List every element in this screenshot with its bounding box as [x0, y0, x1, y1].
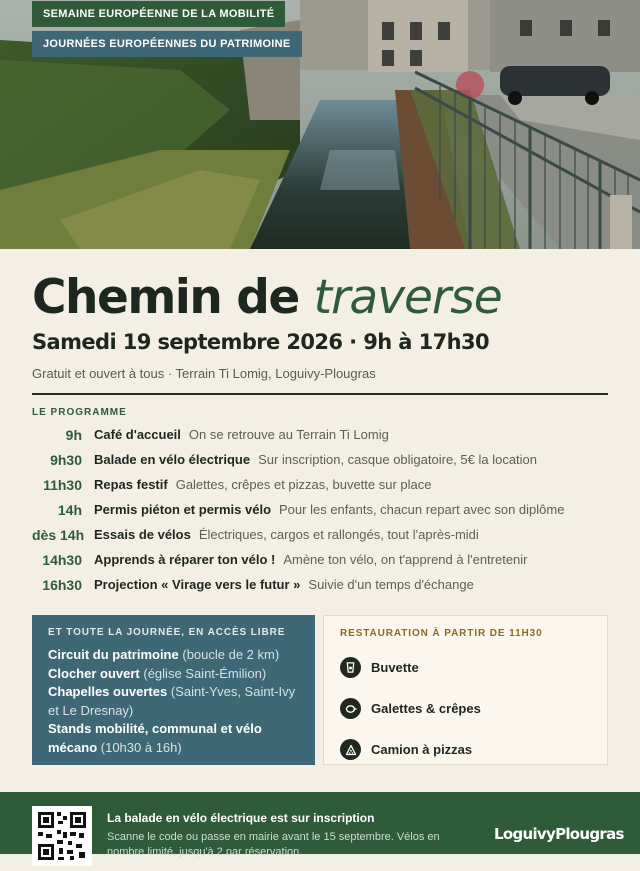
tag-mobility-week: SEMAINE EUROPÉENNE DE LA MOBILITÉ — [32, 1, 285, 27]
tag-heritage-days: JOURNÉES EUROPÉENNES DU PATRIMOINE — [32, 31, 302, 57]
programme-name: Café d'accueil — [94, 427, 181, 442]
programme-item — [32, 572, 608, 597]
food-heading: RESTAURATION À PARTIR DE 11H30 — [340, 628, 543, 639]
programme-desc: Amène ton vélo, on t'apprend à l'entretenir — [283, 552, 528, 567]
food-label: Buvette — [371, 660, 419, 675]
programme-name: Apprends à réparer ton vélo ! — [94, 552, 276, 567]
all-day-item-note: (église Saint-Émilion) — [143, 665, 267, 681]
footer-text: Scanne le code ou passe en mairie avant le 15 septembre. Vélos en nombre limité, jusqu'à 2 par réservation. — [107, 831, 440, 858]
programme-desc: Galettes, crêpes et pizzas, buvette sur place — [175, 477, 432, 492]
all-day-item-note: (10h30 à 16h) — [100, 739, 182, 755]
all-day-item-name: Circuit du patrimoine — [48, 647, 179, 662]
event-title — [32, 270, 502, 325]
food-item — [340, 729, 591, 770]
programme-item — [32, 447, 608, 472]
programme-desc: On se retrouve au Terrain Ti Lomig — [188, 427, 389, 442]
cup-icon — [340, 657, 361, 678]
all-day-item — [48, 683, 299, 720]
all-day-item-note: (Saint-Yves, Saint-Ivy et Le Dresnay) — [48, 684, 296, 718]
galette-icon — [340, 698, 361, 719]
programme-item — [32, 547, 608, 572]
all-day-item — [48, 720, 299, 757]
footer — [0, 792, 640, 858]
programme-item — [32, 422, 608, 447]
event-subline: Gratuit et ouvert à tous · Terrain Ti Lomig, Loguivy-Plougras — [32, 366, 376, 381]
programme-desc: Pour les enfants, chacun repart avec son diplôme — [279, 502, 565, 517]
all-day-item-name: Clocher ouvert — [48, 665, 140, 681]
all-day-item-note: (boucle de 2 km) — [182, 647, 280, 662]
town-logo: LoguivyPlougras — [494, 825, 624, 843]
programme-heading: LE PROGRAMME — [32, 407, 127, 418]
all-day-heading: ET TOUTE LA JOURNÉE, EN ACCÈS LIBRE — [48, 627, 286, 638]
food-item — [340, 688, 591, 729]
programme-time: 9h30 — [50, 451, 82, 468]
programme-desc: Électriques, cargos et rallongés, tout l'après-midi — [198, 527, 479, 542]
food-label: Camion à pizzas — [371, 742, 473, 757]
programme-time: 14h30 — [42, 551, 82, 568]
programme-name: Repas festif — [94, 477, 168, 492]
hero-photo — [0, 0, 640, 249]
programme-time: 9h — [65, 426, 82, 443]
all-day-item — [48, 665, 299, 684]
food-item — [340, 647, 591, 688]
divider — [32, 393, 608, 395]
programme-name: Balade en vélo électrique — [94, 452, 251, 467]
event-date: Samedi 19 septembre 2026 · 9h à 17h30 — [32, 330, 489, 354]
programme-name: Permis piéton et permis vélo — [94, 502, 272, 517]
food-box — [323, 615, 608, 765]
programme-item — [32, 497, 608, 522]
programme-name: Essais de vélos — [94, 527, 191, 542]
all-day-item-name: Stands mobilité, communal et vélo mécano — [48, 721, 262, 755]
programme-desc: Sur inscription, casque obligatoire, 5€ la location — [258, 452, 538, 467]
programme-list — [32, 422, 608, 597]
all-day-box — [32, 615, 315, 765]
programme-name: Projection « Virage vers le futur » — [94, 577, 301, 592]
pizza-icon — [340, 739, 361, 760]
event-title-accent: traverse — [313, 270, 502, 325]
programme-time: 14h — [57, 501, 82, 518]
all-day-item — [48, 646, 299, 665]
event-title-main: Chemin de — [32, 270, 299, 325]
all-day-item-name: Chapelles ouvertes — [48, 684, 168, 699]
programme-item — [32, 522, 608, 547]
programme-time: dès 14h — [32, 526, 85, 543]
programme-desc: Suivie d'un temps d'échange — [308, 577, 474, 592]
food-label: Galettes & crêpes — [371, 701, 481, 716]
footer-title: La balade en vélo électrique est sur inscription — [107, 811, 375, 825]
qr-code-icon — [32, 806, 92, 866]
programme-time: 16h30 — [42, 576, 82, 593]
programme-item — [32, 472, 608, 497]
qr-code[interactable] — [32, 806, 92, 866]
programme-time: 11h30 — [43, 476, 82, 493]
